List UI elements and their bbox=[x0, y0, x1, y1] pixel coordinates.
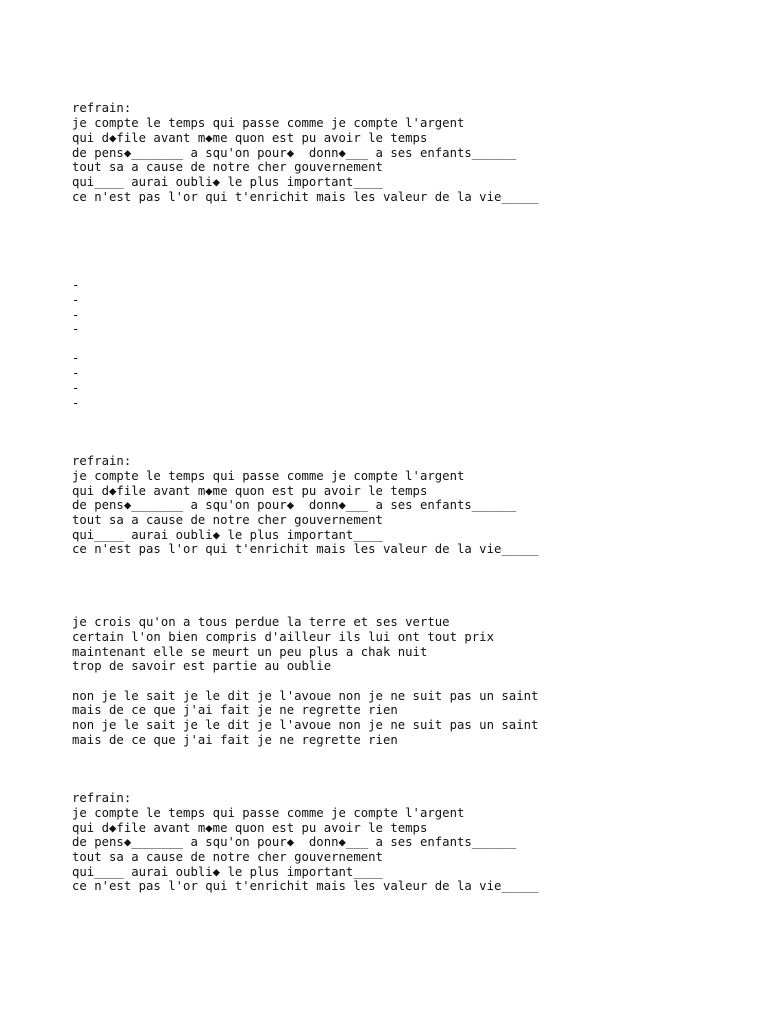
dash-line: - bbox=[72, 308, 80, 322]
dash-line: - bbox=[72, 322, 80, 336]
refrain-heading: refrain: bbox=[72, 101, 132, 115]
lyric-line: tout sa a cause de notre cher gouvernement bbox=[72, 850, 383, 864]
lyric-line: de pens◆_______ a squ'on pour◆ donn◆___ a ses enfants______ bbox=[72, 146, 517, 160]
verse-line: mais de ce que j'ai fait je ne regrette rien bbox=[72, 703, 398, 717]
dash-line: - bbox=[72, 351, 80, 365]
verse-line: non je le sait je le dit je l'avoue non je ne suit pas un saint bbox=[72, 689, 539, 703]
lyric-line: ce n'est pas l'or qui t'enrichit mais les valeur de la vie_____ bbox=[72, 190, 539, 204]
dash-line: - bbox=[72, 366, 80, 380]
dash-line: - bbox=[72, 396, 80, 410]
lyric-line: qui d◆file avant m◆me quon est pu avoir le temps bbox=[72, 131, 428, 145]
dash-line: - bbox=[72, 381, 80, 395]
verse-line: trop de savoir est partie au oublie bbox=[72, 659, 332, 673]
lyric-line: qui____ aurai oubli◆ le plus important____ bbox=[72, 865, 383, 879]
lyric-line: qui d◆file avant m◆me quon est pu avoir le temps bbox=[72, 484, 428, 498]
lyric-line: je compte le temps qui passe comme je compte l'argent bbox=[72, 116, 465, 130]
refrain-heading: refrain: bbox=[72, 454, 132, 468]
verse-line: certain l'on bien compris d'ailleur ils lui ont tout prix bbox=[72, 630, 494, 644]
verse-line: maintenant elle se meurt un peu plus a chak nuit bbox=[72, 645, 428, 659]
lyric-line: je compte le temps qui passe comme je compte l'argent bbox=[72, 806, 465, 820]
lyric-line: qui d◆file avant m◆me quon est pu avoir le temps bbox=[72, 821, 428, 835]
refrain-heading: refrain: bbox=[72, 791, 132, 805]
lyric-line: je compte le temps qui passe comme je compte l'argent bbox=[72, 469, 465, 483]
dash-line: - bbox=[72, 278, 80, 292]
lyric-line: qui____ aurai oubli◆ le plus important____ bbox=[72, 175, 383, 189]
lyric-line: qui____ aurai oubli◆ le plus important____ bbox=[72, 528, 383, 542]
verse-line: mais de ce que j'ai fait je ne regrette rien bbox=[72, 733, 398, 747]
lyric-line: ce n'est pas l'or qui t'enrichit mais les valeur de la vie_____ bbox=[72, 542, 539, 556]
lyric-line: de pens◆_______ a squ'on pour◆ donn◆___ a ses enfants______ bbox=[72, 498, 517, 512]
verse-line: je crois qu'on a tous perdue la terre et ses vertue bbox=[72, 615, 450, 629]
lyric-line: tout sa a cause de notre cher gouvernement bbox=[72, 160, 383, 174]
lyric-line: de pens◆_______ a squ'on pour◆ donn◆___ a ses enfants______ bbox=[72, 835, 517, 849]
dash-line: - bbox=[72, 293, 80, 307]
lyric-line: tout sa a cause de notre cher gouvernement bbox=[72, 513, 383, 527]
verse-line: non je le sait je le dit je l'avoue non je ne suit pas un saint bbox=[72, 718, 539, 732]
lyric-line: ce n'est pas l'or qui t'enrichit mais les valeur de la vie_____ bbox=[72, 879, 539, 893]
